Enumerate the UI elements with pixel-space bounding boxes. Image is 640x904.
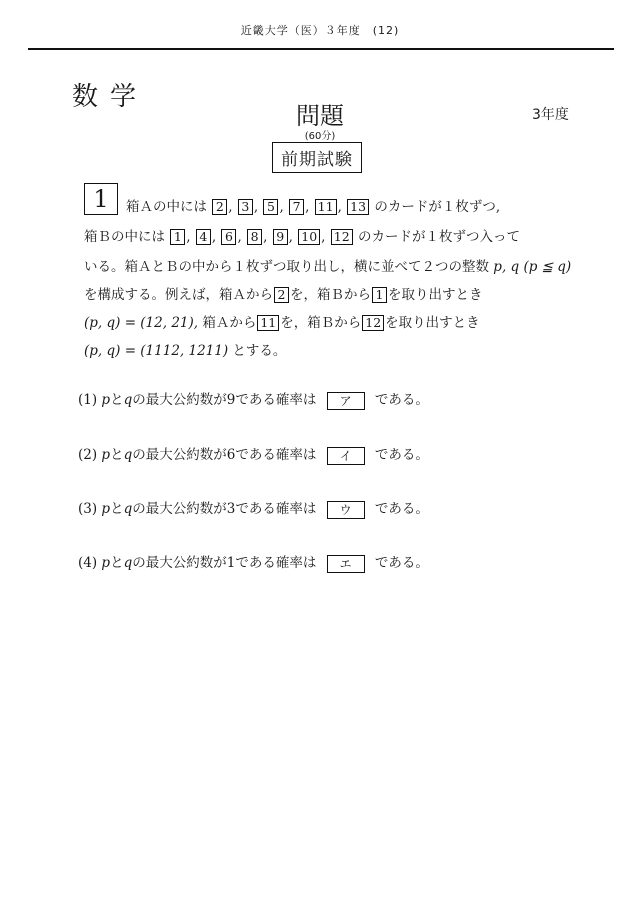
var-p: p xyxy=(101,392,111,408)
intro-text: のカードが１枚ずつ, xyxy=(374,199,501,215)
card-box: 4 xyxy=(196,229,211,245)
question-number-box: 1 xyxy=(84,183,118,215)
card-box: 2 xyxy=(212,199,227,215)
math-expression: (p, q) = (12, 21), xyxy=(84,315,199,331)
var-q: q xyxy=(123,555,133,571)
var-p: p xyxy=(101,447,111,463)
sub-question-number: (4) xyxy=(78,555,98,571)
card-box: 12 xyxy=(331,229,353,245)
var-p: p xyxy=(101,555,111,571)
card-box: 6 xyxy=(221,229,236,245)
sub-question-2 xyxy=(78,443,429,465)
q-text: の最大公約数が xyxy=(132,447,227,463)
var-q: q xyxy=(123,447,133,463)
q-text: の最大公約数が xyxy=(132,392,227,408)
q-text: と xyxy=(110,555,124,571)
answer-box: エ xyxy=(327,555,365,573)
year-label: 3年度 xyxy=(532,107,569,123)
card-box: 2 xyxy=(274,287,289,303)
intro-text: を構成する。例えば，箱Ａから xyxy=(84,287,273,303)
sub-question-1 xyxy=(78,388,429,410)
card-box: 13 xyxy=(347,199,369,215)
q-text: である。 xyxy=(374,447,429,463)
time-limit: (60分) xyxy=(304,131,336,142)
intro-text: 箱Ａから xyxy=(202,315,257,331)
intro-text: とする。 xyxy=(232,343,287,359)
intro-text: を，箱Ｂから xyxy=(290,287,371,303)
card-box: 11 xyxy=(257,315,279,331)
card-box: 1 xyxy=(170,229,185,245)
sub-question-3 xyxy=(78,497,429,519)
card-box: 7 xyxy=(289,199,304,215)
intro-text: を，箱Ｂから xyxy=(280,315,362,331)
intro-line-1: 箱Ａの中には 2 , 3 , 5 , 7 , 11 , 13 のカードが１枚ずつ, xyxy=(126,199,501,215)
intro-text: を取り出すとき xyxy=(385,315,480,331)
intro-line-6 xyxy=(84,339,286,359)
q-text: である確率は xyxy=(235,392,317,408)
sub-question-4 xyxy=(78,551,429,573)
exam-type-box: 前期試験 xyxy=(272,142,362,173)
gcd-value: 6 xyxy=(226,447,236,463)
answer-box: ア xyxy=(327,392,365,410)
gcd-value: 1 xyxy=(226,555,236,571)
answer-box: ウ xyxy=(327,501,365,519)
gcd-value: 9 xyxy=(226,392,236,408)
var-p: p xyxy=(101,501,111,517)
intro-text: のカードが１枚ずつ入って xyxy=(357,229,520,245)
intro-line-5 xyxy=(84,311,480,331)
subject-title: 数学 xyxy=(72,82,149,112)
card-box: 5 xyxy=(263,199,278,215)
card-box: 11 xyxy=(315,199,337,215)
intro-text: いる。箱ＡとＢの中から１枚ずつ取り出し，横に並べて２つの整数 xyxy=(84,259,489,275)
card-box: 9 xyxy=(273,229,288,245)
q-text: の最大公約数が xyxy=(132,555,227,571)
intro-text: 箱Ｂの中には xyxy=(84,229,165,245)
card-box: 3 xyxy=(238,199,253,215)
card-box: 10 xyxy=(298,229,320,245)
q-text: と xyxy=(110,501,124,517)
intro-line-2: 箱Ｂの中には 1 , 4 , 6 , 8 , 9 , 10 , 12 のカードが１枚ずつ入って xyxy=(84,229,520,245)
q-text: と xyxy=(110,447,124,463)
sub-question-number: (1) xyxy=(78,392,98,408)
q-text: と xyxy=(110,392,124,408)
intro-text: を取り出すとき xyxy=(388,287,483,303)
var-q: q xyxy=(123,392,133,408)
card-box: 12 xyxy=(362,315,384,331)
q-text: である確率は xyxy=(235,501,317,517)
math-expression: (p, q) = (1112, 1211) xyxy=(84,343,229,359)
q-text: である確率は xyxy=(235,447,317,463)
q-text: である確率は xyxy=(235,555,317,571)
q-text: の最大公約数が xyxy=(132,501,227,517)
card-box: 8 xyxy=(247,229,262,245)
intro-line-4 xyxy=(84,283,483,303)
math-expression: p, q (p ≦ q) xyxy=(493,259,572,275)
sub-question-number: (3) xyxy=(78,501,98,517)
sub-question-number: (2) xyxy=(78,447,98,463)
answer-box: イ xyxy=(327,447,365,465)
page-header: 近畿大学（医）３年度 (12) xyxy=(240,24,400,37)
header-rule xyxy=(28,48,614,50)
q-text: である。 xyxy=(374,501,429,517)
intro-line-3 xyxy=(84,255,571,275)
card-box: 1 xyxy=(372,287,387,303)
q-text: である。 xyxy=(374,392,429,408)
gcd-value: 3 xyxy=(226,501,236,517)
intro-text: 箱Ａの中には xyxy=(126,199,207,215)
q-text: である。 xyxy=(374,555,429,571)
var-q: q xyxy=(123,501,133,517)
problems-title: 問題 xyxy=(296,102,344,130)
